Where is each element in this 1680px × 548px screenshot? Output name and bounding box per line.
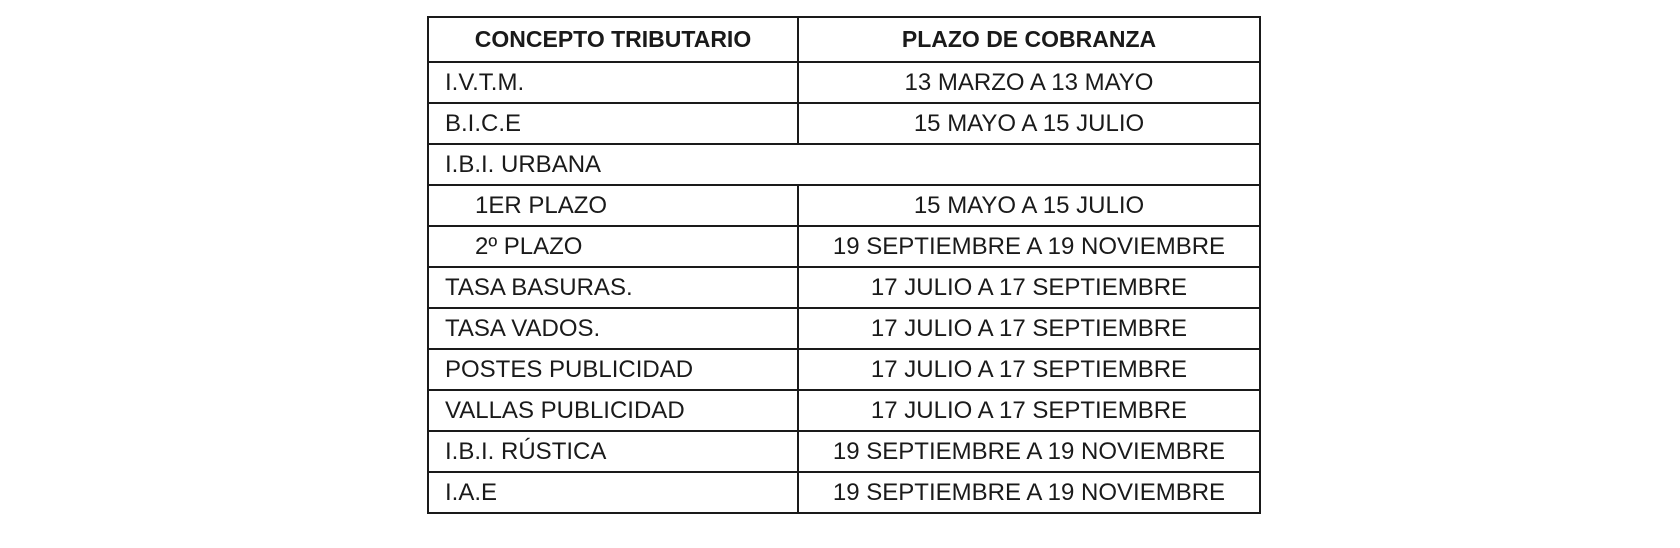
period-cell: 17 JULIO A 17 SEPTIEMBRE xyxy=(798,267,1260,308)
tax-collection-table xyxy=(427,16,1261,514)
concept-cell: I.B.I. RÚSTICA xyxy=(428,431,798,472)
period-cell: 13 MARZO A 13 MAYO xyxy=(798,62,1260,103)
period-cell: 15 MAYO A 15 JULIO xyxy=(798,185,1260,226)
period-cell: 15 MAYO A 15 JULIO xyxy=(798,103,1260,144)
period-cell: 17 JULIO A 17 SEPTIEMBRE xyxy=(798,308,1260,349)
concept-cell: B.I.C.E xyxy=(428,103,798,144)
table-row-group-heading xyxy=(428,144,1260,185)
concept-cell: I.A.E xyxy=(428,472,798,513)
concept-cell: TASA VADOS. xyxy=(428,308,798,349)
table-row xyxy=(428,62,1260,103)
concept-cell: I.V.T.M. xyxy=(428,62,798,103)
table-row xyxy=(428,103,1260,144)
header-concept: CONCEPTO TRIBUTARIO xyxy=(428,17,798,62)
table-row xyxy=(428,185,1260,226)
period-cell: 19 SEPTIEMBRE A 19 NOVIEMBRE xyxy=(798,431,1260,472)
table-row xyxy=(428,472,1260,513)
concept-subitem-cell: 2º PLAZO xyxy=(428,226,798,267)
table-row xyxy=(428,431,1260,472)
table-row xyxy=(428,308,1260,349)
table-row xyxy=(428,349,1260,390)
table-row xyxy=(428,226,1260,267)
concept-cell: POSTES PUBLICIDAD xyxy=(428,349,798,390)
table-row xyxy=(428,390,1260,431)
concept-cell: TASA BASURAS. xyxy=(428,267,798,308)
period-cell: 17 JULIO A 17 SEPTIEMBRE xyxy=(798,390,1260,431)
period-cell: 19 SEPTIEMBRE A 19 NOVIEMBRE xyxy=(798,472,1260,513)
period-cell: 19 SEPTIEMBRE A 19 NOVIEMBRE xyxy=(798,226,1260,267)
period-cell: 17 JULIO A 17 SEPTIEMBRE xyxy=(798,349,1260,390)
header-period: PLAZO DE COBRANZA xyxy=(798,17,1260,62)
table-header-row xyxy=(428,17,1260,62)
concept-group-cell: I.B.I. URBANA xyxy=(428,144,1260,185)
concept-subitem-cell: 1ER PLAZO xyxy=(428,185,798,226)
table-row xyxy=(428,267,1260,308)
concept-cell: VALLAS PUBLICIDAD xyxy=(428,390,798,431)
